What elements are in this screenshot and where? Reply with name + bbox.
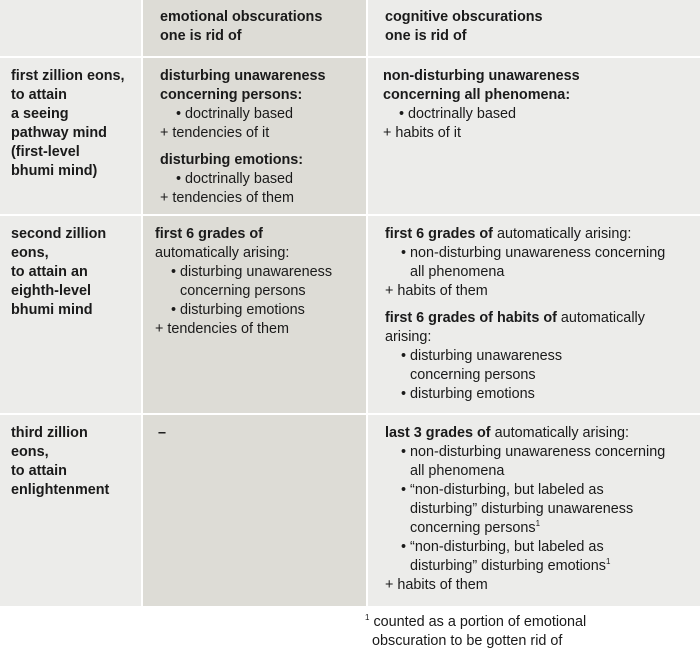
plus-item: + habits of it: [383, 125, 461, 141]
bullet-item: • disturbing emotions: [401, 386, 535, 402]
bullet-continuation: all phenomena: [410, 463, 505, 479]
plus-item: + tendencies of them: [155, 321, 289, 337]
row-1-emotional: [160, 67, 326, 208]
bullet-continuation: disturbing” disturbing unawareness: [410, 501, 634, 517]
bullet-item: • disturbing unawareness: [171, 264, 333, 280]
label-line: eons,: [11, 444, 49, 460]
row-3-cognitive: [385, 424, 665, 595]
footnote: [365, 613, 695, 651]
bullet-continuation: concerning persons: [180, 283, 306, 299]
bullet-item: • disturbing unawareness: [401, 348, 563, 364]
subheading: first 6 grades of habits of: [385, 310, 557, 326]
label-line: bhumi mind: [11, 302, 93, 318]
bullet-item: • non-disturbing unawareness concerning: [401, 245, 666, 261]
bullet-item: • “non-disturbing, but labeled as: [401, 539, 604, 555]
text-fragment: automatically arising:: [490, 425, 629, 441]
footnote-marker: 1: [605, 557, 611, 567]
row-2-emotional: [155, 225, 332, 339]
label-line: enlightenment: [11, 482, 110, 498]
footnote-marker: 1: [535, 519, 541, 529]
row-3-emotional: [158, 424, 166, 443]
column-divider: [366, 0, 368, 606]
bullet-continuation: concerning persons: [410, 367, 536, 383]
label-line: second zillion: [11, 226, 107, 242]
bullet-item: • non-disturbing unawareness concerning: [401, 444, 666, 460]
label-line: eons,: [11, 245, 49, 261]
column-divider: [141, 0, 143, 606]
label-line: a seeing: [11, 106, 69, 122]
footnote-text: obscuration to be gotten rid of: [372, 633, 563, 649]
footnote-marker: 1: [365, 613, 370, 623]
row-divider: [0, 56, 700, 58]
row-1-label: [11, 67, 125, 181]
header-line: one is rid of: [385, 28, 467, 44]
empty-dash: –: [158, 425, 167, 441]
label-line: eighth-level: [11, 283, 91, 299]
header-line: one is rid of: [160, 28, 242, 44]
bullet-item: • “non-disturbing, but labeled as: [401, 482, 604, 498]
footnote-text: counted as a portion of emotional: [373, 614, 587, 630]
header-emotional: [160, 8, 322, 46]
subheading: non-disturbing unawareness: [383, 68, 580, 84]
label-line: pathway mind: [11, 125, 107, 141]
bullet-item: • doctrinally based: [399, 106, 517, 122]
subheading: first 6 grades of: [385, 226, 493, 242]
row-1-cognitive: [383, 67, 580, 143]
plus-item: + habits of them: [385, 283, 488, 299]
subheading: concerning persons:: [160, 87, 303, 103]
text-line: automatically arising:: [155, 245, 290, 261]
bullet-continuation: disturbing” disturbing emotions: [410, 558, 606, 574]
subheading: disturbing emotions:: [160, 152, 304, 168]
bullet-item: • disturbing emotions: [171, 302, 305, 318]
subheading: concerning all phenomena:: [383, 87, 571, 103]
label-line: to attain: [11, 463, 67, 479]
plus-item: + tendencies of it: [160, 125, 270, 141]
subheading: first 6 grades of: [155, 226, 263, 242]
plus-item: + habits of them: [385, 577, 488, 593]
row-2-cognitive: [385, 225, 665, 404]
text-fragment: automatically arising:: [492, 226, 632, 242]
header-cognitive: [385, 8, 543, 46]
text-line: arising:: [385, 329, 432, 345]
plus-item: + tendencies of them: [160, 190, 294, 206]
subheading: disturbing unawareness: [160, 68, 326, 84]
bullet-item: • doctrinally based: [176, 171, 294, 187]
row-2-label: [11, 225, 106, 320]
row-divider: [0, 214, 700, 216]
label-line: to attain: [11, 87, 67, 103]
bullet-item: • doctrinally based: [176, 106, 294, 122]
bullet-continuation: concerning persons: [410, 520, 536, 536]
label-line: first zillion eons,: [11, 68, 125, 84]
text-fragment: automatically: [556, 310, 645, 326]
row-3-label: [11, 424, 109, 500]
label-line: to attain an: [11, 264, 88, 280]
label-line: (first-level: [11, 144, 80, 160]
header-line: emotional obscurations: [160, 9, 323, 25]
bullet-continuation: all phenomena: [410, 264, 505, 280]
header-line: cognitive obscurations: [385, 9, 543, 25]
subheading: last 3 grades of: [385, 425, 491, 441]
label-line: third zillion: [11, 425, 88, 441]
label-line: bhumi mind): [11, 163, 98, 179]
row-divider: [0, 413, 700, 415]
